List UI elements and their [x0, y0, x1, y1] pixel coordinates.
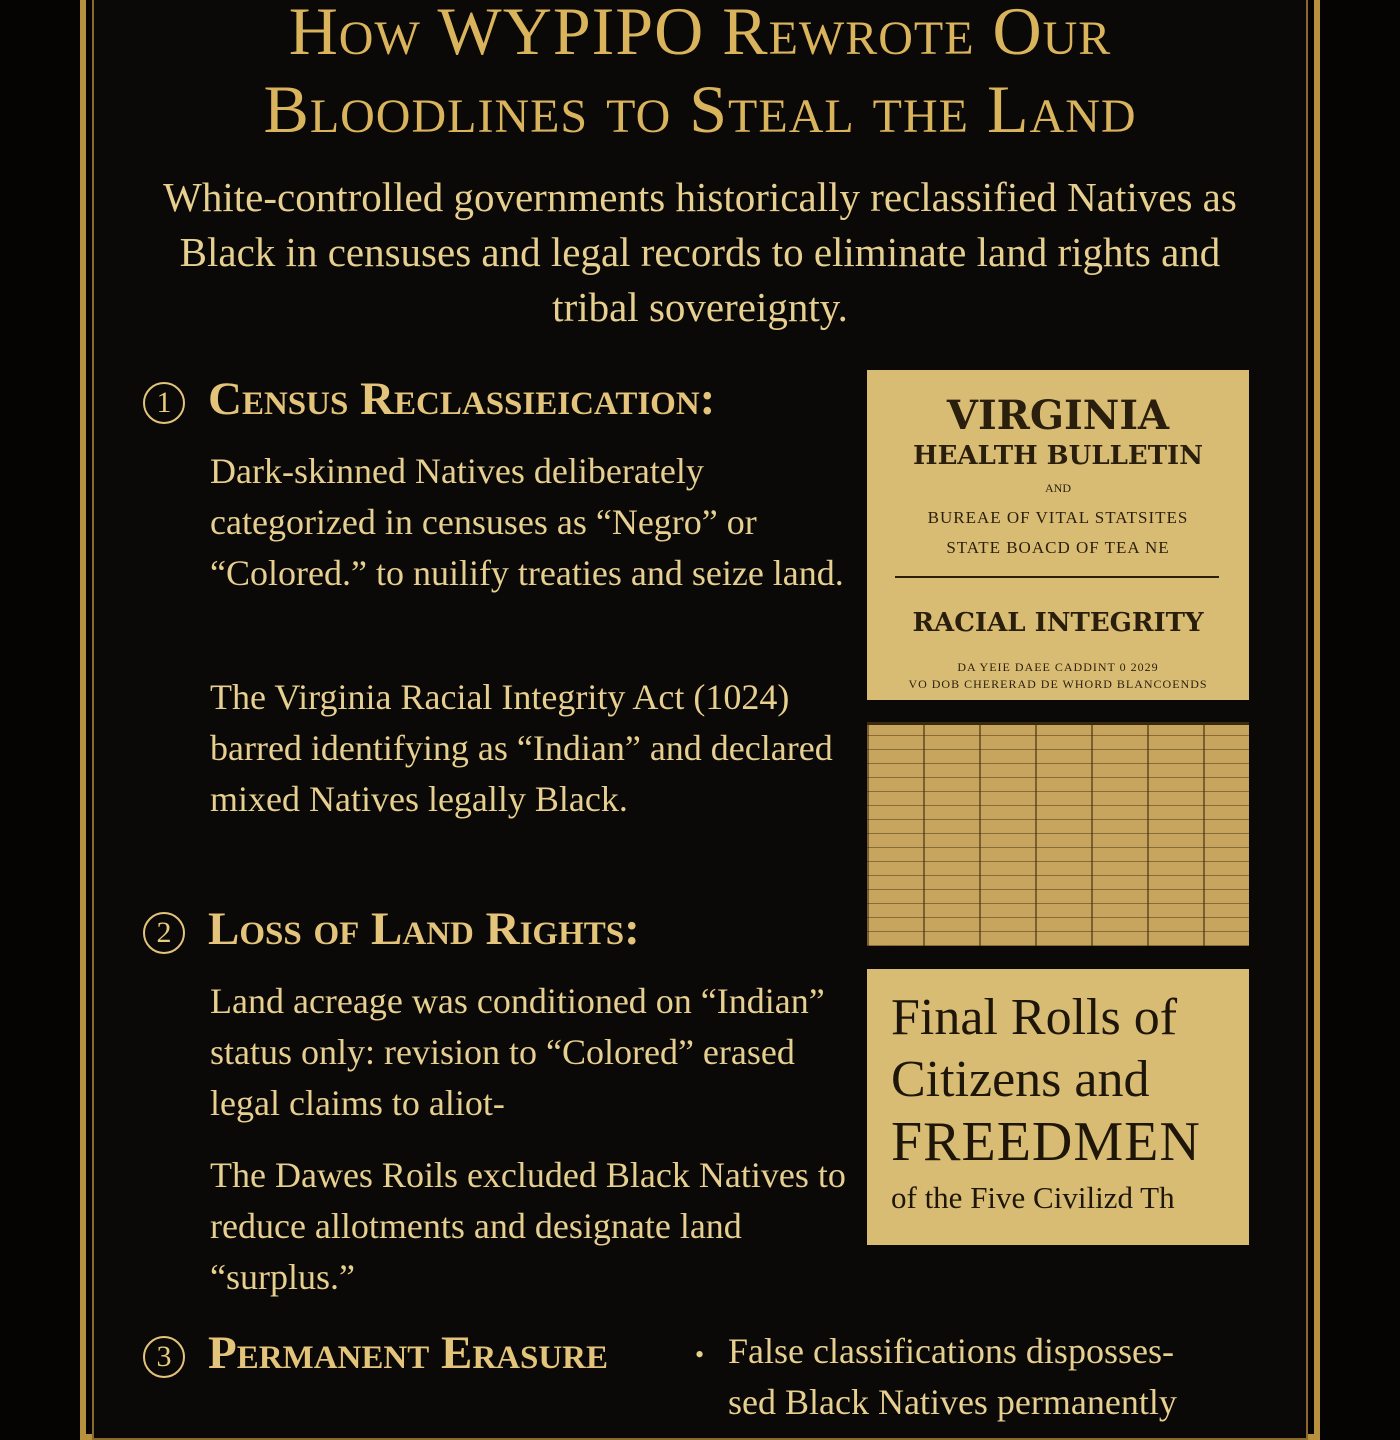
rolls-line-1: Final Rolls of	[891, 989, 1178, 1046]
rolls-line-4: of the Five Civilizd Th	[891, 1180, 1175, 1215]
section-3-text-line-2: sed Black Natives permanently	[728, 1382, 1177, 1422]
title-line-2: Bloodlines to Steal the Land	[263, 71, 1137, 147]
section-2-paragraph-1: Land acreage was conditioned on “Indian” status only: revision to “Colored” erased legal claims to aliot-	[210, 981, 825, 1123]
section-3-number: 3	[143, 1336, 185, 1378]
bulletin-fine-print-1: DA YEIE DAEE CADDINT 0 2029	[957, 660, 1159, 674]
census-ledger-image	[867, 722, 1249, 946]
bulletin-rule	[895, 576, 1219, 578]
virginia-health-bulletin-image	[867, 370, 1249, 700]
section-1-paragraph-2: The Virginia Racial Integrity Act (1024) barred identifying as “Indian” and declared mixed Natives legally Black.	[210, 677, 833, 819]
final-rolls-image	[867, 969, 1249, 1245]
section-2-heading: Loss of Land Rights:	[208, 903, 640, 955]
section-1-number: 1	[143, 382, 185, 424]
section-2-number: 2	[143, 912, 185, 954]
bulletin-heading: RACIAL INTEGRITY	[912, 608, 1204, 638]
bulletin-fine-print-2: VO DOB CHERERAD DE WHORD BLANCOENDS	[908, 677, 1208, 691]
bulletin-title: VIRGINIA	[946, 392, 1170, 439]
section-2-paragraph-2: The Dawes Roils excluded Black Natives to reduce allotments and designate land “surplus.”	[210, 1155, 846, 1297]
section-3-text-line-1: False classifications disposses-	[728, 1331, 1174, 1371]
subtitle: White-controlled governments historically reclassified Natives as Black in censuses and legal records to eliminate land rights and tribal sovereignty.	[163, 174, 1237, 330]
rolls-line-3: FREEDMEN	[891, 1111, 1201, 1173]
bulletin-board: STATE BOACD OF TEA NE	[946, 538, 1170, 557]
bulletin-and: AND	[1045, 481, 1071, 495]
section-3-bullet: •	[695, 1340, 705, 1369]
title-line-1: How WYPIPO Rewrote Our	[288, 0, 1112, 69]
bulletin-bureau: BUREAE OF VITAL STATSITES	[927, 508, 1189, 527]
section-1-paragraph-1: Dark-skinned Natives deliberately categorized in censuses as “Negro” or “Colored.” to nuilify treaties and seize land.	[210, 451, 844, 593]
section-3-heading: Permanent Erasure	[208, 1327, 609, 1379]
section-1-heading: Census Reclassieication:	[208, 373, 716, 425]
rolls-line-2: Citizens and	[891, 1051, 1150, 1108]
bulletin-subtitle: HEALTH BULLETIN	[913, 441, 1203, 471]
